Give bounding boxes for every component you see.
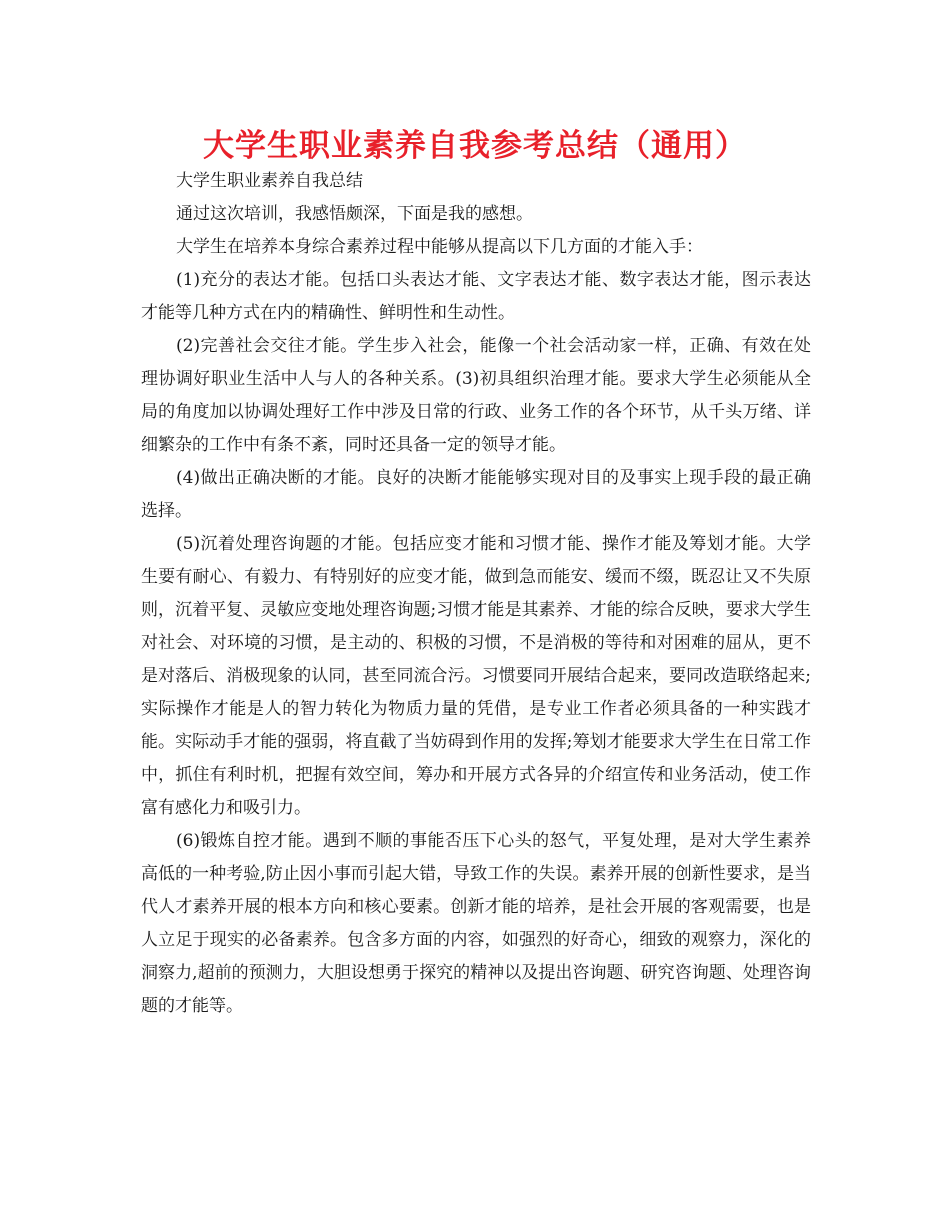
intro-paragraph: 通过这次培训，我感悟颇深，下面是我的感想。 <box>176 204 533 224</box>
lead-paragraph: 大学生在培养本身综合素养过程中能够从提高以下几方面的才能入手： <box>176 237 703 257</box>
point-6-paragraph: (6)锻炼自控才能。遇到不顺的事能否压下心头的怒气，平复处理，是对大学生素养高低的一种考验,防止因小事而引起大错，导致工作的失误。素养开展的创新性要求，是当代人才素养开展的根本方向和核心要素。创新才能的培养，是社会开展的客观需要，也是人立足于现实的必备素养。包含多方面的内容，如强烈的好奇心，细致的观察力，深化的洞察力,超前的预测力，大胆设想勇于探究的精神以及提出咨询题、研究咨询题、处理咨询题的才能等。 <box>141 831 811 1016</box>
point-5-paragraph: (5)沉着处理咨询题的才能。包括应变才能和习惯才能、操作才能及筹划才能。大学生要有耐心、有毅力、有特别好的应变才能，做到急而能安、缓而不缀，既忍让又不失原则，沉着平复、灵敏应变地处理咨询题;习惯才能是其素养、才能的综合反映，要求大学生对社会、对环境的习惯，是主动的、积极的习惯，不是消极的等待和对困难的屈从，更不是对落后、消极现象的认同，甚至同流合污。习惯要同开展结合起来，要同改造联络起来;实际操作才能是人的智力转化为物质力量的凭借，是专业工作者必须具备的一种实践才能。实际动手才能的强弱，将直截了当妨碍到作用的发挥;筹划才能要求大学生在日常工作中，抓住有利时机，把握有效空间，筹办和开展方式各异的介绍宣传和业务活动，使工作富有感化力和吸引力。 <box>141 534 811 818</box>
point-4-paragraph: (4)做出正确决断的才能。良好的决断才能能够实现对目的及事实上现手段的最正确选择。 <box>141 468 811 521</box>
point-2-3-paragraph: (2)完善社会交往才能。学生步入社会，能像一个社会活动家一样，正确、有效在处理协调好职业生活中人与人的各种关系。(3)初具组织治理才能。要求大学生必须能从全局的角度加以协调处理好工作中涉及日常的行政、业务工作的各个环节，从千头万绪、详细繁杂的工作中有条不紊，同时还具备一定的领导才能。 <box>141 336 811 455</box>
point-1-paragraph: (1)充分的表达才能。包括口头表达才能、文字表达才能、数字表达才能，图示表达才能等几种方式在内的精确性、鲜明性和生动性。 <box>141 270 811 323</box>
document-body <box>141 165 811 1023</box>
document-title: 大学生职业素养自我参考总结（通用） <box>203 128 747 164</box>
subtitle-paragraph: 大学生职业素养自我总结 <box>176 171 363 191</box>
